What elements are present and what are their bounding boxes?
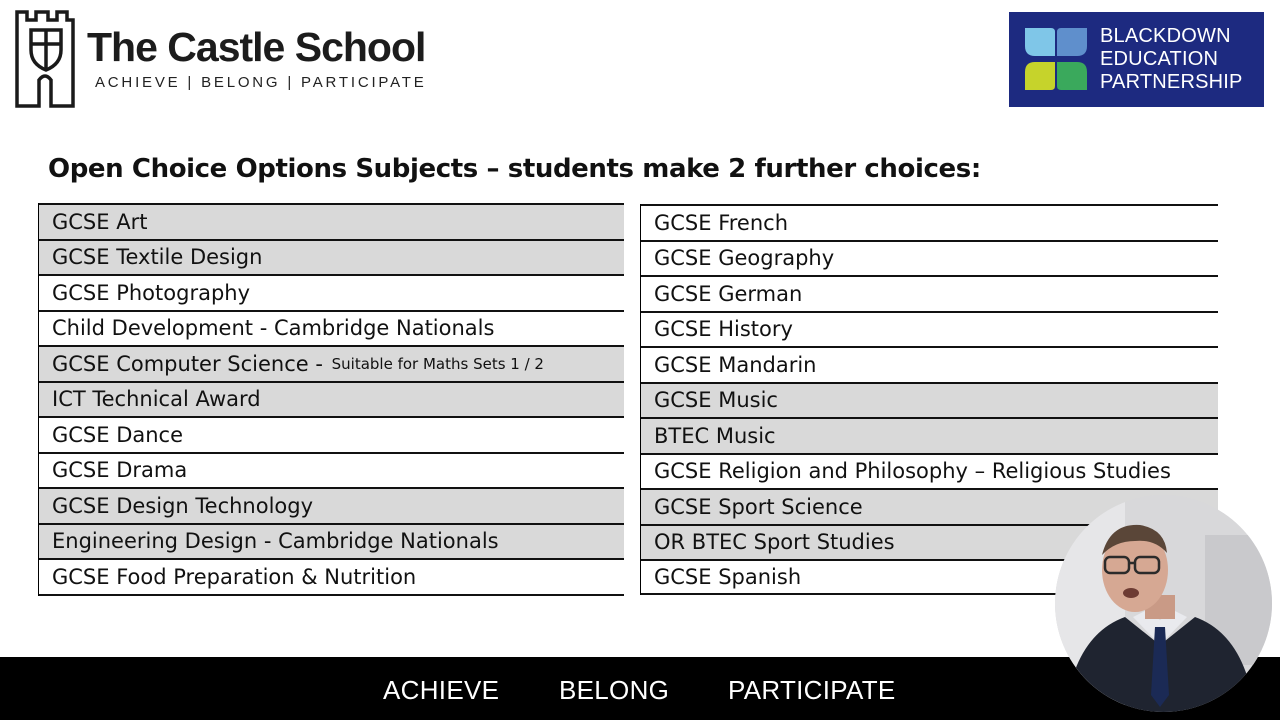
school-logo — [15, 10, 465, 110]
subject-row — [39, 523, 624, 559]
subject-label: ICT Technical Award — [52, 387, 261, 412]
subject-row — [39, 274, 624, 310]
subject-row — [641, 346, 1218, 382]
subject-row — [641, 240, 1218, 276]
subject-label: GCSE Food Preparation & Nutrition — [52, 565, 417, 589]
footer-word-participate: PARTICIPATE — [728, 675, 896, 705]
subject-row — [641, 311, 1218, 347]
subject-row — [39, 558, 624, 596]
subject-label: GCSE History — [654, 317, 793, 342]
partner-line: EDUCATION — [1100, 48, 1219, 70]
subject-row — [39, 487, 624, 523]
footer-word-belong: BELONG — [559, 675, 670, 705]
subject-row — [641, 382, 1218, 418]
presenter-webcam — [1055, 495, 1272, 712]
subject-label: GCSE Computer Science - — [52, 351, 330, 376]
castle-tower-icon — [15, 10, 77, 108]
subject-label: GCSE Art — [52, 209, 148, 234]
subject-label: GCSE Drama — [52, 458, 188, 483]
subject-label: GCSE Spanish — [654, 564, 802, 589]
partner-line: PARTNERSHIP — [1100, 71, 1243, 93]
subject-label: OR BTEC Sport Studies — [654, 530, 895, 555]
subject-label: Engineering Design - Cambridge Nationals — [52, 529, 499, 554]
subject-row — [641, 417, 1218, 453]
subject-label: BTEC Music — [654, 423, 776, 448]
subject-label: GCSE Design Technology — [52, 493, 314, 518]
subject-label: GCSE Music — [654, 388, 778, 413]
subject-label: GCSE French — [654, 210, 789, 235]
subject-label: GCSE Photography — [52, 280, 251, 305]
subject-row — [39, 345, 624, 381]
subject-row — [39, 310, 624, 346]
partner-logo — [1009, 12, 1264, 107]
slide-title: Open Choice Options Subjects – students make 2 further choices: — [48, 154, 981, 184]
subject-label: GCSE Dance — [52, 422, 184, 447]
subject-row — [39, 239, 624, 275]
subject-row — [641, 204, 1218, 240]
subject-label: GCSE Mandarin — [654, 352, 817, 377]
subject-label: GCSE Religion and Philosophy – Religious Studies — [654, 459, 1171, 484]
subject-row — [39, 416, 624, 452]
subject-row — [39, 381, 624, 417]
subject-row — [39, 203, 624, 239]
subject-row — [641, 275, 1218, 311]
school-motto: ACHIEVE | BELONG | PARTICIPATE — [95, 74, 427, 91]
partner-line: BLACKDOWN — [1100, 25, 1231, 47]
partner-name — [1100, 25, 1243, 94]
subject-label: Child Development - Cambridge Nationals — [52, 316, 495, 341]
subject-label: GCSE Sport Science — [654, 494, 863, 519]
footer-word-achieve: ACHIEVE — [383, 675, 500, 705]
left-subject-table — [38, 203, 624, 596]
subject-row — [39, 452, 624, 488]
subject-note: Suitable for Maths Sets 1 / 2 — [331, 354, 544, 373]
school-name: The Castle School — [87, 24, 426, 70]
presenter-video-icon — [1055, 495, 1272, 712]
subject-label: GCSE German — [654, 281, 803, 306]
subject-row — [641, 453, 1218, 489]
subject-label: GCSE Geography — [654, 246, 835, 271]
butterfly-icon — [1023, 26, 1089, 92]
subject-label: GCSE Textile Design — [52, 245, 263, 270]
